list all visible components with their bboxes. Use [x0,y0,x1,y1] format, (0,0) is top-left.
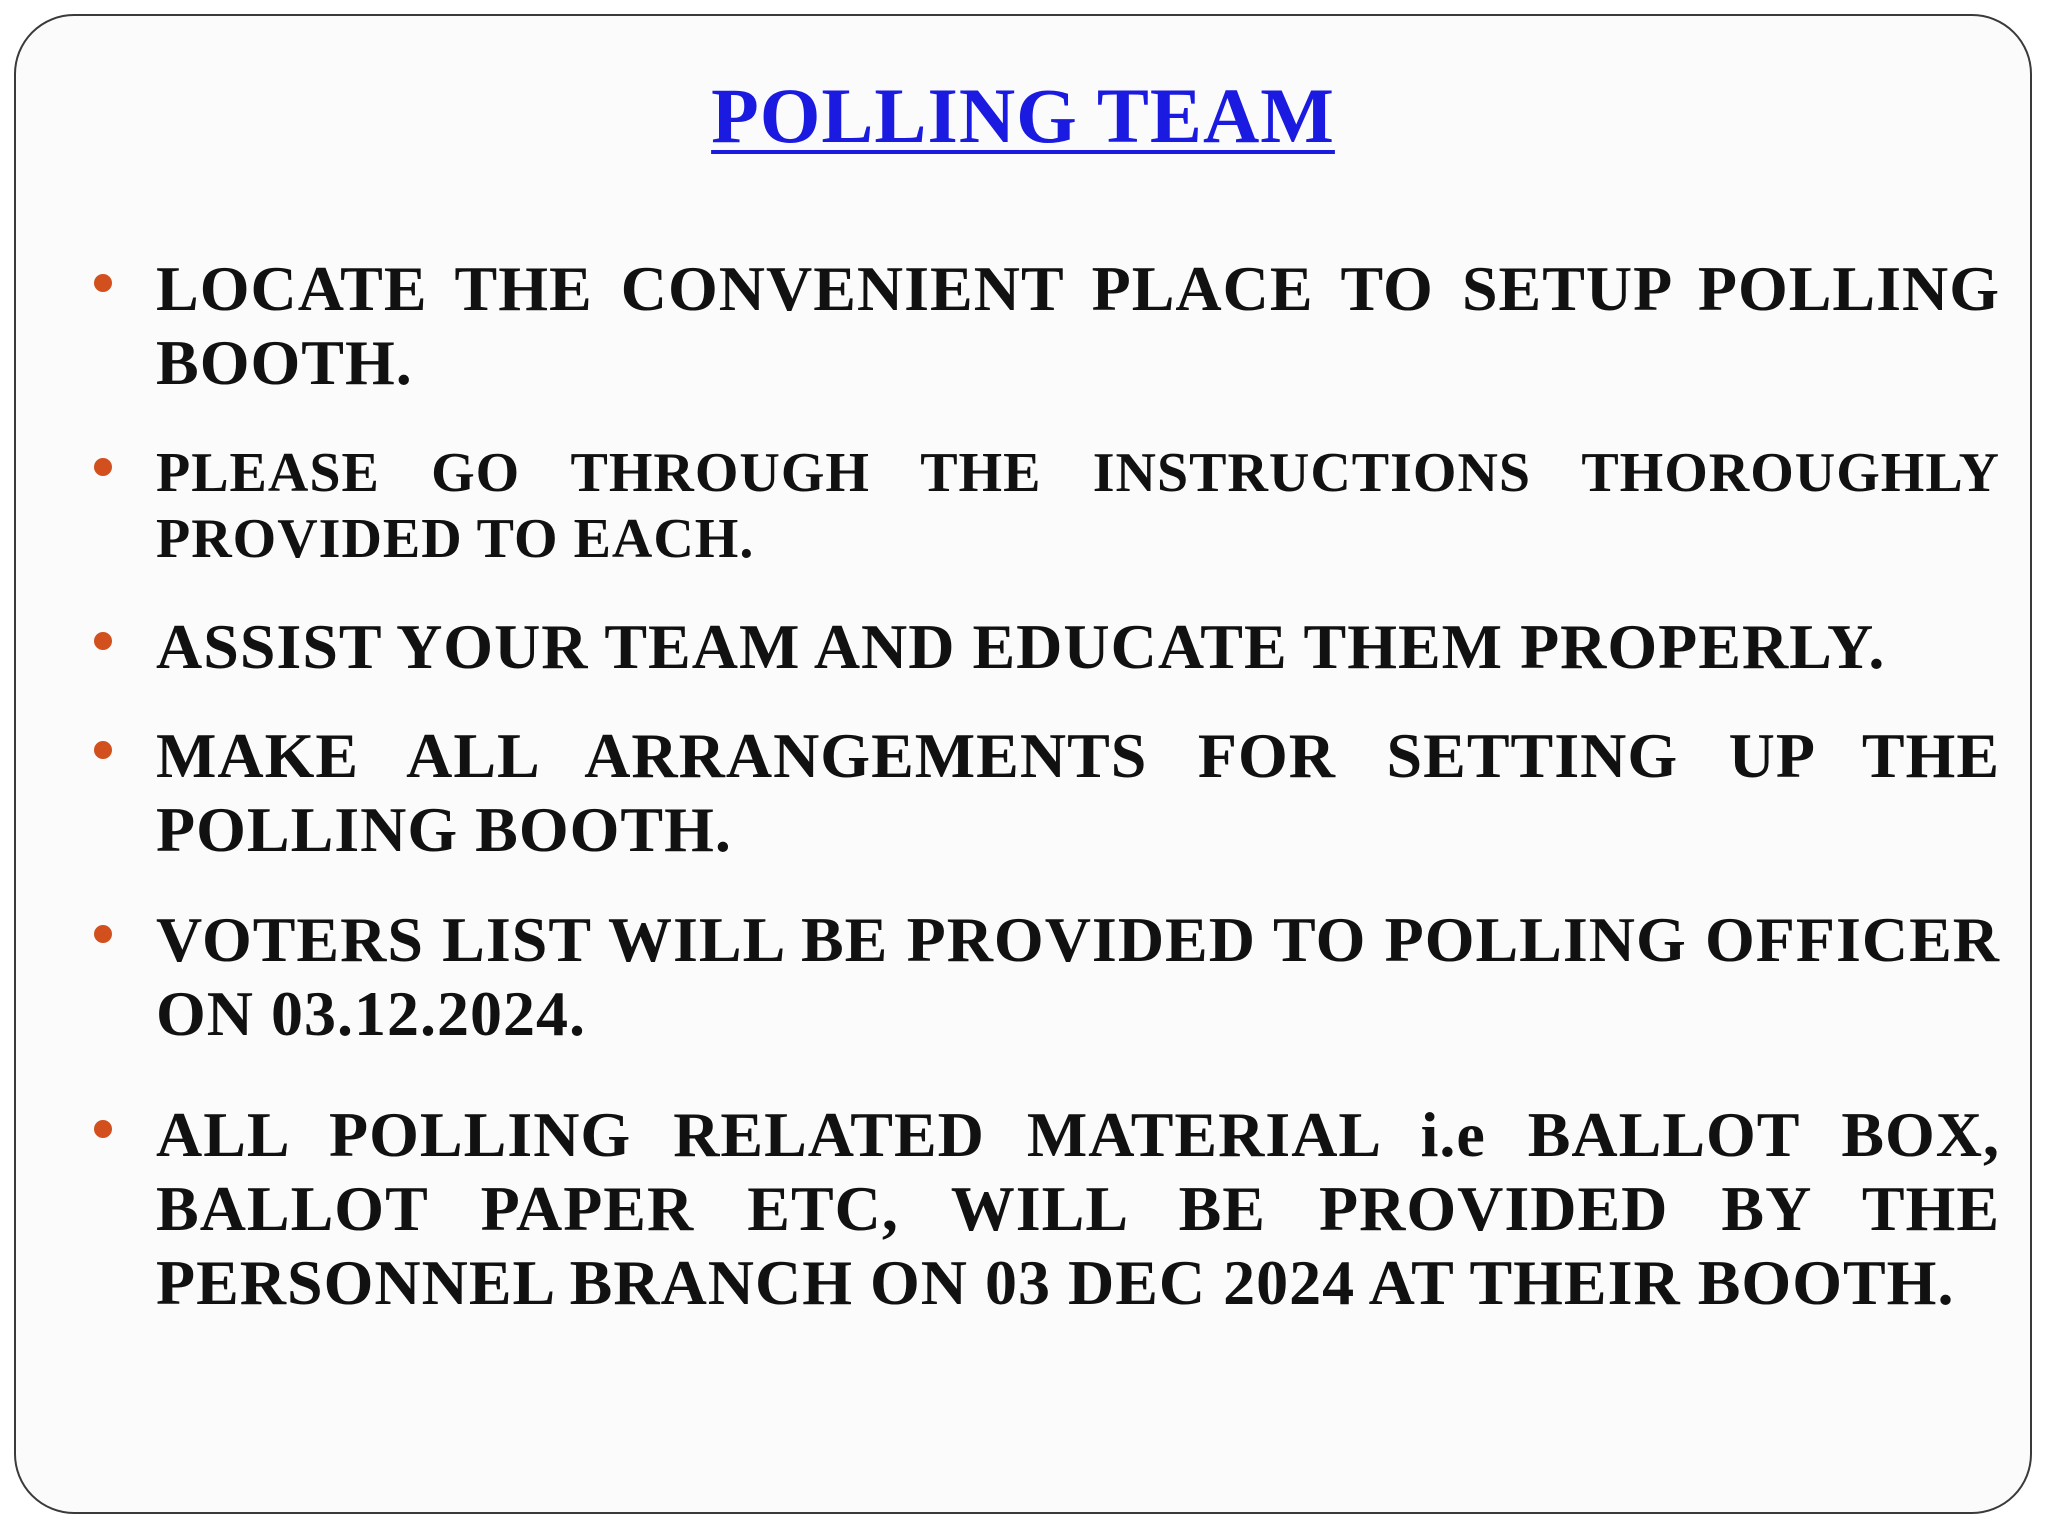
bullet-dot-icon [94,1120,112,1138]
bullet-dot-icon [94,632,112,650]
bullet-text: MAKE ALL ARRANGEMENTS FOR SETTING UP THE POLLING BOOTH. [156,720,2000,865]
slide-title: POLLING TEAM [711,72,1335,159]
bullet-text: ASSIST YOUR TEAM AND EDUCATE THEM PROPERLY. [156,611,1886,682]
bullet-dot-icon [94,274,112,292]
slide-frame [14,14,2032,1514]
bullet-text: ALL POLLING RELATED MATERIAL i.e BALLOT BOX, BALLOT PAPER ETC, WILL BE PROVIDED BY THE PERSONNEL BRANCH ON 03 DEC 2024 AT THEIR BOOTH. [156,1099,2000,1318]
bullet-dot-icon [94,925,112,943]
bullet-dot-icon [94,741,112,759]
bullet-text: LOCATE THE CONVENIENT PLACE TO SETUP POLLING BOOTH. [156,253,2000,398]
bullet-text: PLEASE GO THROUGH THE INSTRUCTIONS THOROUGHLY PROVIDED TO EACH. [156,442,2000,570]
bullet-text: VOTERS LIST WILL BE PROVIDED TO POLLING OFFICER ON 03.12.2024. [156,904,2000,1049]
bullet-dot-icon [94,458,112,476]
